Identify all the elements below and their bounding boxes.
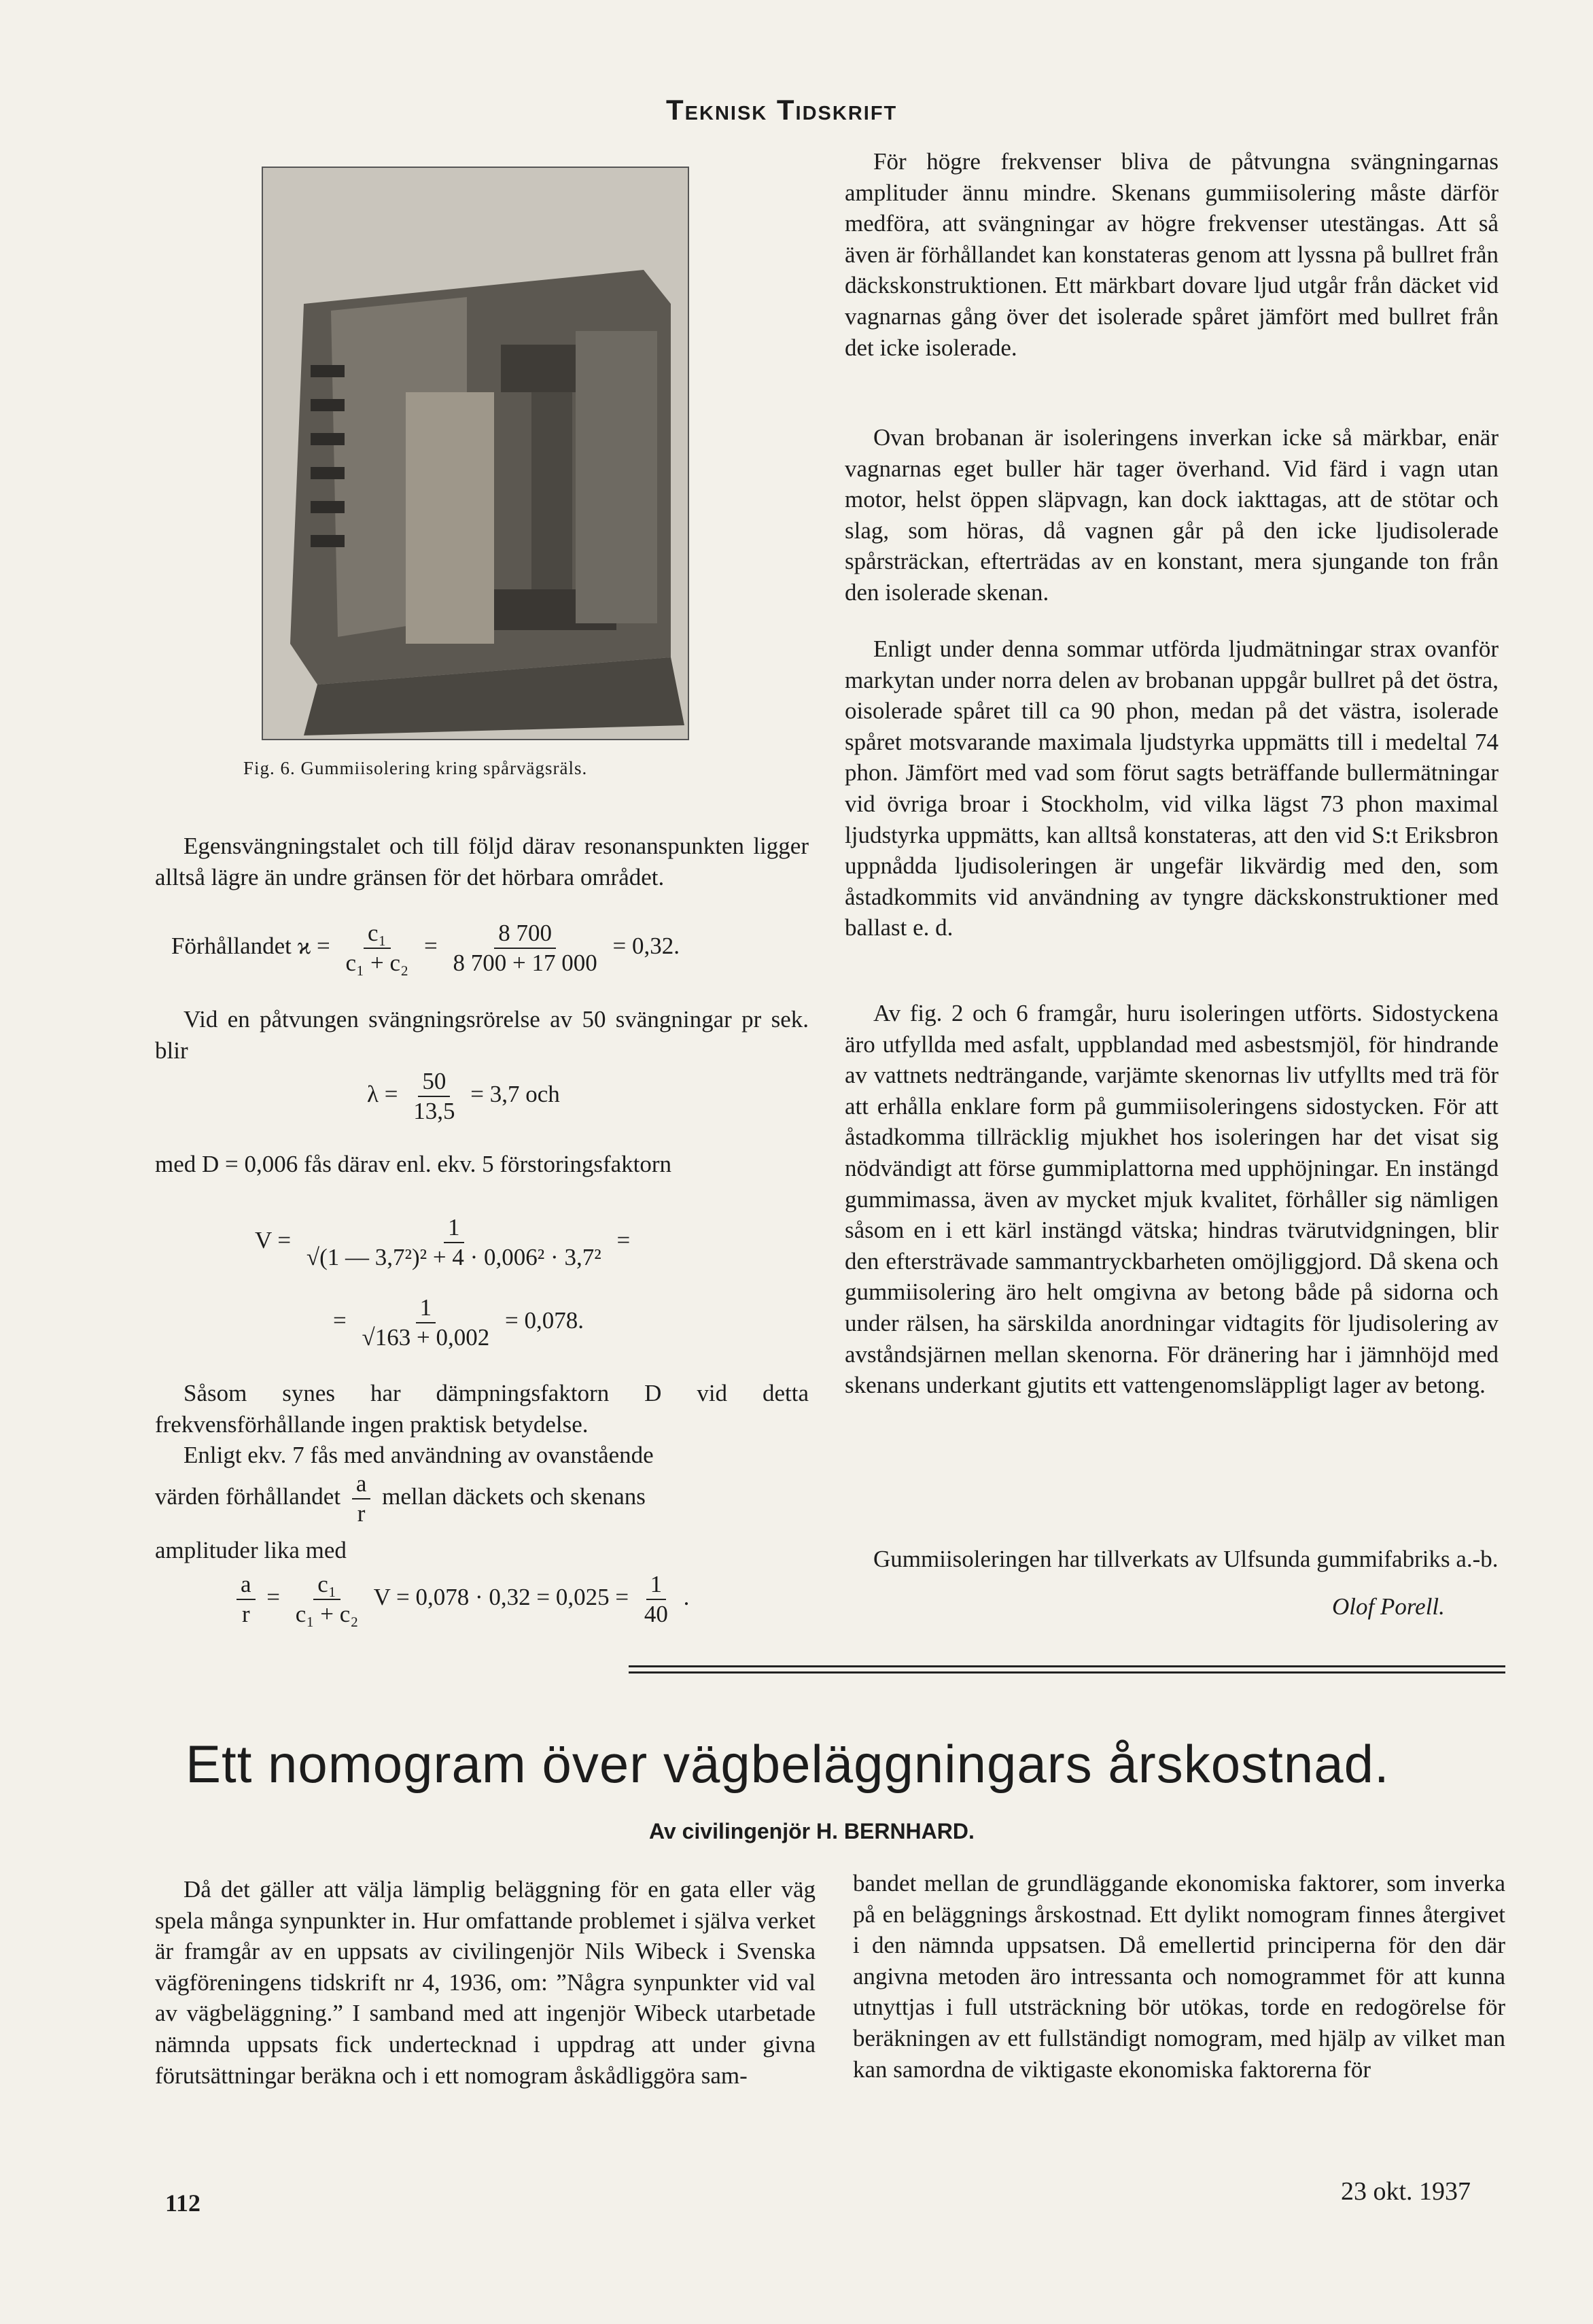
section-rule-bottom	[629, 1671, 1505, 1673]
article-right-paragraph: bandet mellan de grundläggande ekonomiska faktorer, som inverka på en beläggnings årskostnad. Ett dylikt nomogram finnes återgivet i den nämnda uppsatsen. Då emellertid principerna för den där angivna metoden äro intressanta och nomogrammet för att kunna utnyttjas i full utsträckning bör utökas, torde en redogörelse för beräkningen av ett fullständigt nomogram, med hjälp av vilket man kan samordna de viktigaste ekonomiska faktorerna för	[853, 1870, 1505, 2083]
issue-date: 23 okt. 1937	[1341, 2177, 1471, 2206]
left-paragraph-3: med D = 0,006 fås därav enl. ekv. 5 förstoringsfaktorn	[155, 1151, 672, 1177]
article-byline: Av civilingenjör H. BERNHARD.	[649, 1819, 975, 1843]
article-title: Ett nomogram över vägbeläggningars årskostnad.	[186, 1734, 1390, 1794]
equation-3: V = $\frac{1}{\text{√(1 — 3,7²)² + 4 · 0,006² · 3,7²}}$ =	[255, 1214, 631, 1270]
right-paragraph-5: Gummiisoleringen har tillverkats av Ulfsunda gummifabriks a.-b.	[873, 1546, 1499, 1572]
right-paragraph-1: För högre frekvenser bliva de påtvungna svängningarnas amplituder ännu mindre. Skenans gummiisolering måste därför medföra, att svängningar av högre frekvenser utestängas. Att så även är förhållandet kan konstateras genom att lyssna på bullret från däckskonstruktionen. Ett märkbart dovare ljud utgår från däcket vid vagnarnas gång över det isolerade spåret jämfört med bullret från det icke isolerade.	[845, 148, 1499, 361]
left-paragraph-1: Egensvängningstalet och till följd därav resonanspunkten ligger alltså lägre än undre gränsen för det hörbara området.	[155, 833, 809, 890]
equation-2: λ = $\frac{50}{13,5}$ = 3,7 och	[367, 1068, 560, 1124]
article-left-paragraph: Då det gäller att välja lämplig beläggning för en gata eller väg spela många synpunkter in. Hur omfattande problemet i själva verket är framgår av en uppsats av civilingenjör Nils Wibeck i Svenska vägföreningens tidskrift nr 4, 1936, om: ”Några synpunkter vid val av vägbeläggning.” I samband med att ingenjör Wibeck utarbetade nämnda uppsats fick undertecknad i uppdrag att under givna förutsättningar beräkna och i ett nomogram åskådliggöra sam-	[155, 1876, 816, 2089]
equation-5: $\frac{a}{r}$ = $\frac{\text{c₁}}{\text{c₁ + c₂}}$ V = 0,078 · 0,32 = 0,025 = $\frac{1}{40}$ .	[231, 1570, 689, 1629]
rail-illustration	[263, 168, 688, 739]
right-paragraph-4: Av fig. 2 och 6 framgår, huru isoleringen utförts. Sidostyckena äro utfyllda med asfalt, uppblandad med asbestsmjöl, för hindrande av vattnets nedträngande, varjämte skenornas liv utfyllts med trä för att erhålla enklare form på gummiisoleringens sidostycken. För att åstadkomma tillräcklig mjukhet hos isoleringen har det visat sig nödvändigt att förse gummiplattorna med upphöjningar. En instängd gummimassa, även av mycket mjuk kvalitet, förhåller sig nämligen såsom en i ett kärl instängd vätska; hindras tvärutvidgningen, blir den eftersträvade sammantryckbarheten omöjliggjord. Då skena och gummiisolering äro helt omgivna av betong både på sidorna och under rälsen, ha särskilda anordningar vidtagits för ljudisolering av avståndsjärnen mellan skenorna. För dränering har i jämnhöjd med skenans underkant gjutits ett vattengenomsläppligt lager av betong.	[845, 1000, 1499, 1399]
right-paragraph-2: Ovan brobanan är isoleringens inverkan icke så märkbar, enär vagnarnas eget buller här tager överhand. Vid färd i vagn utan motor, helst öppen släpvagn, kan dock iakttagas, att de stötar och slag, som höras, då vagnen går på den icke ljudisolerade spårsträckan, efterträdas av en konstant, mera sjungande ton från den isolerade skenan.	[845, 424, 1499, 606]
left-paragraph-5c: amplituder lika med	[155, 1537, 347, 1563]
figure-photo	[262, 167, 689, 740]
section-rule-top	[629, 1665, 1505, 1667]
right-paragraph-3: Enligt under denna sommar utförda ljudmätningar strax ovanför markytan under norra delen av brobanan uppgår bullret på det östra, oisolerade spåret till ca 90 phon, medan på det västra, isolerade spåret motsvarande maximala ljudstyrka uppmätts till i medeltal 74 phon. Jämfört med vad som förut sagts beträffande bullermätningar vid övriga broar i Stockholm, vid vilka lägst 73 phon maximal ljudstyrka uppmätts, kan alltså konstateras, att den vid S:t Eriksbron uppnådda ljudisoleringen är ungefär likvärdig med den, som åstadkommits vid användning av tyngre däckskonstruktioner med ballast e. d.	[845, 636, 1499, 941]
author-signature: Olof Porell.	[1332, 1593, 1445, 1620]
figure-caption: Fig. 6. Gummiisolering kring spårvägsräls.	[243, 758, 588, 778]
left-paragraph-5a: Enligt ekv. 7 fås med användning av ovanstående	[183, 1442, 654, 1468]
equation-inline-ratio: värden förhållandet $\frac{a}{r}$ mellan däckets och skenans	[155, 1470, 646, 1527]
left-paragraph-2: Vid en påtvungen svängningsrörelse av 50 svängningar pr sek. blir	[155, 1006, 809, 1064]
equation-1: Förhållandet ϰ = $\frac{\text{c₁}}{\text{c₁ + c₂}}$ = $\frac{8 700}{8 700 + 17 000}$ = 0,32.	[171, 920, 680, 976]
left-paragraph-4: Såsom synes har dämpningsfaktorn D vid detta frekvensförhållande ingen praktisk betydelse.	[155, 1380, 809, 1438]
page-number: 112	[165, 2189, 201, 2217]
equation-4: = $\frac{1}{√163 + 0,002}$ = 0,078.	[333, 1294, 584, 1351]
running-head: Teknisk Tidskrift	[666, 94, 898, 126]
